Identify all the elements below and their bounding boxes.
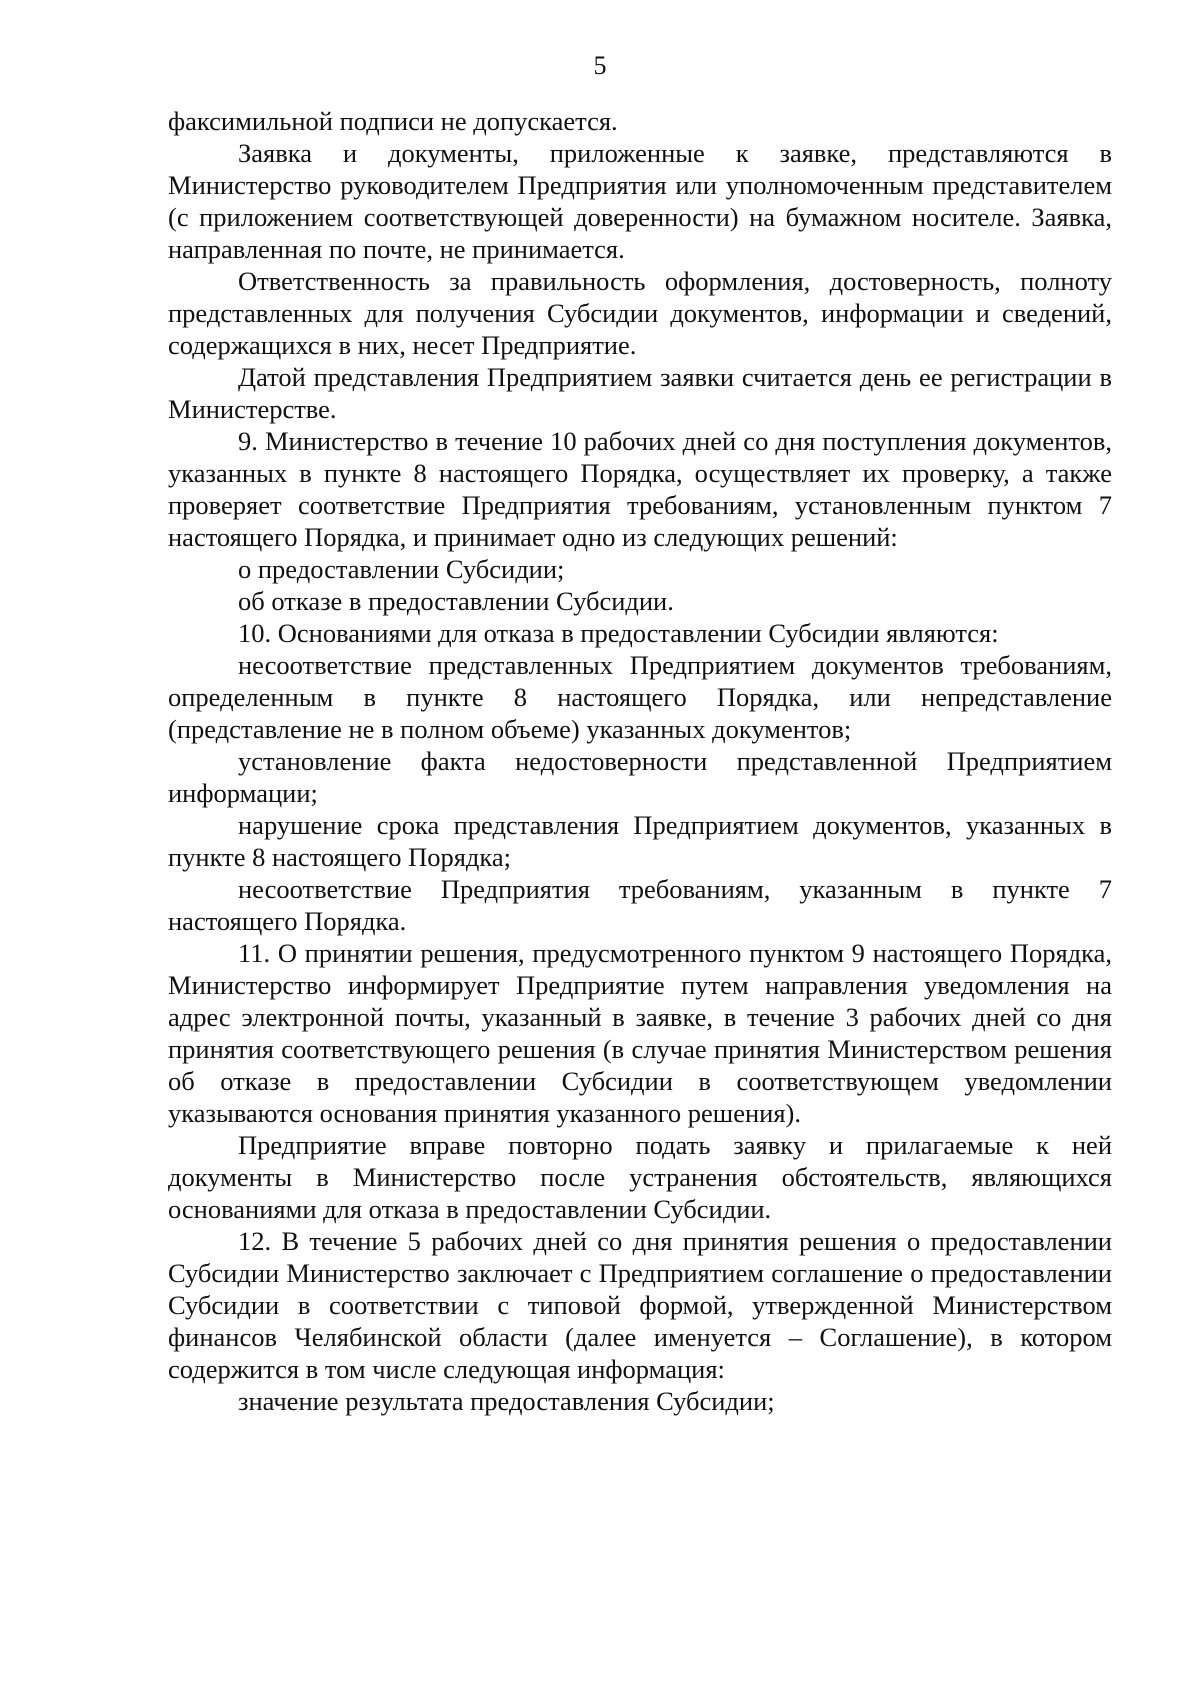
paragraph: Ответственность за правильность оформления, достоверность, полноту представленных для получения Субсидии документов, информации и сведений, содержащихся в них, несет Предприятие. [168, 266, 1112, 360]
page-number: 5 [593, 51, 607, 80]
paragraph: 10. Основаниями для отказа в предоставлении Субсидии являются: [238, 618, 999, 648]
list-item: несоответствие представленных Предприятием документов требованиям, определенным в пункте 8 настоящего Порядка, или непредставление (представление не в полном объеме) указанных документов; [168, 650, 1112, 744]
list-item: несоответствие Предприятия требованиям, указанным в пункте 7 настоящего Порядка. [168, 874, 1112, 936]
paragraph: 11. О принятии решения, предусмотренного пунктом 9 настоящего Порядка, Министерство информирует Предприятие путем направления уведомления на адрес электронной почты, указанный в заявке, в течение 3 рабочих дней со дня принятия соответствующего решения (в случае принятия Министерством решения об отказе в предоставлении Субсидии в соответствующем уведомлении указываются основания принятия указанного решения). [168, 938, 1112, 1128]
list-item: значение результата предоставления Субсидии; [238, 1386, 775, 1416]
list-item: нарушение срока представления Предприятием документов, указанных в пункте 8 настоящего Порядка; [168, 810, 1112, 872]
list-item: об отказе в предоставлении Субсидии. [238, 586, 674, 616]
paragraph: 12. В течение 5 рабочих дней со дня принятия решения о предоставлении Субсидии Министерство заключает с Предприятием соглашение о предоставлении Субсидии в соответствии с типовой формой, утвержденной Министерством финансов Челябинской области (далее именуется – Соглашение), в котором содержится в том числе следующая информация: [168, 1226, 1112, 1384]
paragraph: Заявка и документы, приложенные к заявке, представляются в Министерство руководителем Предприятия или уполномоченным представителем (с приложением соответствующей доверенности) на бумажном носителе. Заявка, направленная по почте, не принимается. [168, 138, 1112, 264]
list-item: установление факта недостоверности представленной Предприятием информации; [168, 746, 1112, 808]
paragraph: Предприятие вправе повторно подать заявку и прилагаемые к ней документы в Министерство после устранения обстоятельств, являющихся основаниями для отказа в предоставлении Субсидии. [168, 1130, 1112, 1224]
paragraph: Датой представления Предприятием заявки считается день ее регистрации в Министерстве. [168, 362, 1112, 424]
list-item: о предоставлении Субсидии; [238, 554, 565, 584]
document-body [168, 105, 1112, 1417]
paragraph: 9. Министерство в течение 10 рабочих дней со дня поступления документов, указанных в пункте 8 настоящего Порядка, осуществляет их проверку, а также проверяет соответствие Предприятия требованиям, установленным пунктом 7 настоящего Порядка, и принимает одно из следующих решений: [168, 426, 1112, 552]
paragraph: факсимильной подписи не допускается. [168, 106, 618, 136]
